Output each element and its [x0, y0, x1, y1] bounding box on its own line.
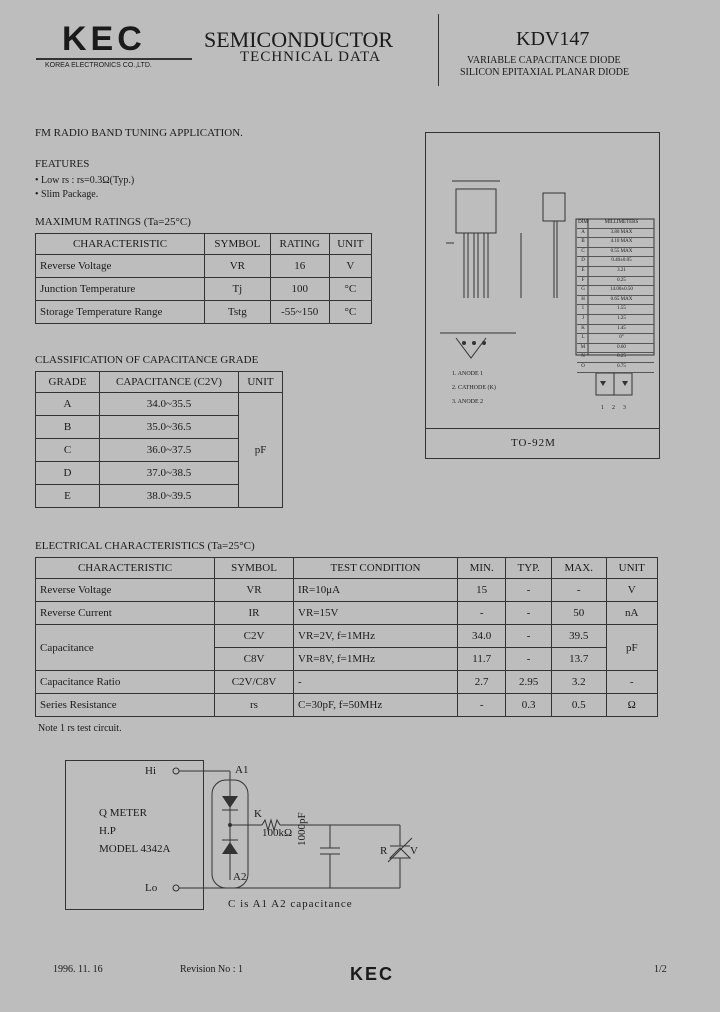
- cl-header: CAPACITANCE (C2V): [100, 372, 239, 393]
- dimension-table: [577, 219, 654, 373]
- feature-item: • Slim Package.: [35, 189, 99, 200]
- ec-cell: 15: [458, 579, 506, 602]
- ec-cell: rs: [215, 694, 294, 717]
- dim-value: 0.40±0.05: [611, 258, 632, 264]
- mr-cell: V: [329, 255, 371, 278]
- dim-row: [577, 363, 654, 373]
- header-title1: SEMICONDUCTOR: [204, 27, 394, 52]
- mr-cell: °C: [329, 278, 371, 301]
- dim-row: [577, 219, 654, 229]
- table-row: [36, 625, 658, 648]
- ec-cell: V: [606, 579, 657, 602]
- dim-row: [577, 229, 654, 239]
- application-title: FM RADIO BAND TUNING APPLICATION.: [35, 127, 243, 139]
- header-title2: TECHNICAL DATA: [240, 49, 381, 65]
- dim-key: B: [581, 239, 585, 245]
- cl-header: GRADE: [36, 372, 100, 393]
- ec-cell: 0.3: [506, 694, 552, 717]
- ec-cell: IR: [215, 602, 294, 625]
- ec-cell: VR=8V, f=1MHz: [294, 648, 458, 671]
- dim-value: 14.00±0.50: [610, 287, 633, 293]
- ec-cell: VR=15V: [294, 602, 458, 625]
- varicap-v-label: V: [410, 845, 418, 857]
- pin-number: 2: [612, 405, 615, 411]
- footer-date: 1996. 11. 16: [53, 964, 103, 975]
- dim-row: [577, 267, 654, 277]
- table-row: [36, 579, 658, 602]
- dim-value: 0.25: [617, 354, 626, 360]
- ec-cell: 3.2: [551, 671, 606, 694]
- dim-value: 0.55 MAX: [610, 248, 633, 254]
- dim-value: MILLIMETERS: [604, 220, 639, 225]
- meter-line: H.P: [99, 825, 116, 837]
- footer-page: 1/2: [654, 964, 667, 975]
- mr-cell: 16: [270, 255, 329, 278]
- anode1-label: A1: [235, 764, 249, 776]
- pin-number: 3: [623, 405, 626, 411]
- electrical-table: [35, 557, 658, 717]
- dim-key: F: [581, 277, 585, 283]
- dim-row: [577, 277, 654, 287]
- mr-cell: Storage Temperature Range: [36, 301, 205, 324]
- ec-cell: 13.7: [551, 648, 606, 671]
- dim-row: [577, 325, 654, 335]
- ec-cell: -: [506, 625, 552, 648]
- company-name: KOREA ELECTRONICS CO.,LTD.: [45, 62, 152, 69]
- dim-row: [577, 286, 654, 296]
- dim-row: [577, 238, 654, 248]
- varicap-r-label: R: [380, 845, 388, 857]
- dim-value: 3.21: [617, 267, 626, 273]
- table-row: [36, 301, 372, 324]
- dim-row: [577, 305, 654, 315]
- mr-cell: Reverse Voltage: [36, 255, 205, 278]
- cl-cell: 38.0~39.5: [100, 485, 239, 508]
- cl-cell: 37.0~38.5: [100, 462, 239, 485]
- hi-terminal-label: Hi: [145, 765, 156, 777]
- table-row: [36, 278, 372, 301]
- table-row: [36, 602, 658, 625]
- dim-row: [577, 353, 654, 363]
- package-name: TO-92M: [511, 437, 556, 449]
- footer-revision: Revision No : 1: [180, 964, 244, 975]
- ec-cell: VR: [215, 579, 294, 602]
- meter-line: Q METER: [99, 807, 147, 819]
- ec-cell: Reverse Current: [36, 602, 215, 625]
- dim-key: N: [581, 354, 585, 360]
- cl-cell: 35.0~36.5: [100, 416, 239, 439]
- dim-key: E: [581, 267, 585, 273]
- dim-key: L: [581, 335, 585, 341]
- table-row: [36, 671, 658, 694]
- dim-key: I: [582, 306, 584, 312]
- ec-cell: C=30pF, f=50MHz: [294, 694, 458, 717]
- footer-logo: KEC: [350, 964, 395, 984]
- part-number: KDV147: [516, 28, 590, 50]
- mr-cell: Tstg: [205, 301, 271, 324]
- ec-header: TEST CONDITION: [294, 558, 458, 579]
- cathode-label: K: [254, 808, 262, 820]
- ec-cell: nA: [606, 602, 657, 625]
- header-desc2: SILICON EPITAXIAL PLANAR DIODE: [460, 67, 630, 78]
- anode2-label: A2: [233, 871, 247, 883]
- ec-cell: C8V: [215, 648, 294, 671]
- lo-terminal-label: Lo: [145, 882, 158, 894]
- cl-cell: 36.0~37.5: [100, 439, 239, 462]
- dim-value: 0.60: [617, 344, 626, 350]
- ec-cell: -: [458, 602, 506, 625]
- ec-cell: 50: [551, 602, 606, 625]
- ec-header: UNIT: [606, 558, 657, 579]
- cl-unit: pF: [239, 393, 283, 508]
- cl-header: UNIT: [239, 372, 283, 393]
- dim-row: [577, 248, 654, 258]
- mr-cell: Junction Temperature: [36, 278, 205, 301]
- dim-value: 1.45: [617, 325, 626, 331]
- ec-header: TYP.: [506, 558, 552, 579]
- ec-header: MAX.: [551, 558, 606, 579]
- cl-cell: C: [36, 439, 100, 462]
- feature-item: • Low rs : rs=0.3Ω(Typ.): [35, 175, 135, 186]
- max-ratings-table: [35, 233, 372, 324]
- electrical-note: Note 1 rs test circuit.: [38, 723, 122, 734]
- kec-logo: KEC: [62, 20, 146, 58]
- table-row: [36, 694, 658, 717]
- meter-line: MODEL 4342A: [99, 843, 171, 855]
- dim-value: 0.75: [617, 363, 626, 369]
- ec-cell: Reverse Voltage: [36, 579, 215, 602]
- capacitor-label: 1000pF: [296, 812, 308, 846]
- features-title: FEATURES: [35, 158, 90, 170]
- ec-cell: pF: [606, 625, 657, 671]
- ec-cell: 2.95: [506, 671, 552, 694]
- ec-cell: C2V: [215, 625, 294, 648]
- dim-row: [577, 296, 654, 306]
- ec-cell: 39.5: [551, 625, 606, 648]
- ec-cell: Capacitance: [36, 625, 215, 671]
- cl-cell: A: [36, 393, 100, 416]
- mr-cell: °C: [329, 301, 371, 324]
- header-desc1: VARIABLE CAPACITANCE DIODE: [467, 55, 621, 66]
- dim-key: J: [582, 315, 584, 321]
- dim-key: M: [580, 344, 586, 350]
- dim-key: A: [581, 229, 585, 235]
- logo-underline: [36, 58, 192, 60]
- circuit-caption: C is A1 A2 capacitance: [228, 898, 353, 910]
- dim-key: K: [581, 325, 585, 331]
- ec-cell: C2V/C8V: [215, 671, 294, 694]
- mr-header: RATING: [270, 234, 329, 255]
- dim-row: [577, 315, 654, 325]
- dim-row: [577, 334, 654, 344]
- dim-value: 1.55: [617, 306, 626, 312]
- pin-label: 1. ANODE 1: [452, 371, 484, 377]
- ec-header: MIN.: [458, 558, 506, 579]
- ec-header: SYMBOL: [215, 558, 294, 579]
- pin-number: 1: [601, 405, 604, 411]
- cl-cell: B: [36, 416, 100, 439]
- electrical-title: ELECTRICAL CHARACTERISTICS (Ta=25°C): [35, 540, 255, 552]
- ec-cell: IR=10μA: [294, 579, 458, 602]
- mr-cell: Tj: [205, 278, 271, 301]
- dim-value: 3.80 MAX: [610, 229, 633, 235]
- dim-value: 0.25: [617, 277, 626, 283]
- table-row: [36, 393, 283, 416]
- ec-cell: -: [506, 648, 552, 671]
- ec-cell: Ω: [606, 694, 657, 717]
- cl-cell: D: [36, 462, 100, 485]
- table-row: [36, 255, 372, 278]
- mr-header: UNIT: [329, 234, 371, 255]
- ec-cell: VR=2V, f=1MHz: [294, 625, 458, 648]
- dim-value: 0.65 MAX: [610, 296, 633, 302]
- ec-cell: -: [506, 602, 552, 625]
- ec-cell: -: [606, 671, 657, 694]
- ec-cell: 34.0: [458, 625, 506, 648]
- dim-key: C: [581, 248, 585, 254]
- ec-cell: 2.7: [458, 671, 506, 694]
- dim-key: O: [581, 363, 585, 369]
- dim-key: H: [581, 296, 585, 302]
- classification-table: [35, 371, 283, 508]
- dim-value: 4.10 MAX: [610, 239, 633, 245]
- pin-label: 2. CATHODE (K): [452, 385, 496, 391]
- header-divider: [438, 14, 439, 86]
- ec-cell: 0.5: [551, 694, 606, 717]
- ec-cell: -: [294, 671, 458, 694]
- ec-cell: Series Resistance: [36, 694, 215, 717]
- dim-row: [577, 344, 654, 354]
- ec-cell: Capacitance Ratio: [36, 671, 215, 694]
- mr-cell: VR: [205, 255, 271, 278]
- cl-cell: E: [36, 485, 100, 508]
- ec-cell: -: [458, 694, 506, 717]
- ec-header: CHARACTERISTIC: [36, 558, 215, 579]
- dim-key: G: [581, 287, 585, 293]
- ec-cell: -: [506, 579, 552, 602]
- dim-value: 0°: [619, 335, 624, 341]
- classification-title: CLASSIFICATION OF CAPACITANCE GRADE: [35, 354, 259, 366]
- package-divider: [426, 428, 659, 429]
- ec-cell: -: [551, 579, 606, 602]
- ec-cell: 11.7: [458, 648, 506, 671]
- dim-key: DIM: [578, 220, 588, 225]
- dim-key: D: [581, 258, 585, 264]
- mr-cell: -55~150: [270, 301, 329, 324]
- cl-cell: 34.0~35.5: [100, 393, 239, 416]
- mr-header: SYMBOL: [205, 234, 271, 255]
- dim-value: 1.25: [617, 315, 626, 321]
- dim-row: [577, 257, 654, 267]
- pin-label: 3. ANODE 2: [452, 399, 484, 405]
- mr-cell: 100: [270, 278, 329, 301]
- mr-header: CHARACTERISTIC: [36, 234, 205, 255]
- max-ratings-title: MAXIMUM RATINGS (Ta=25°C): [35, 216, 191, 228]
- resistor-label: 100kΩ: [262, 827, 293, 839]
